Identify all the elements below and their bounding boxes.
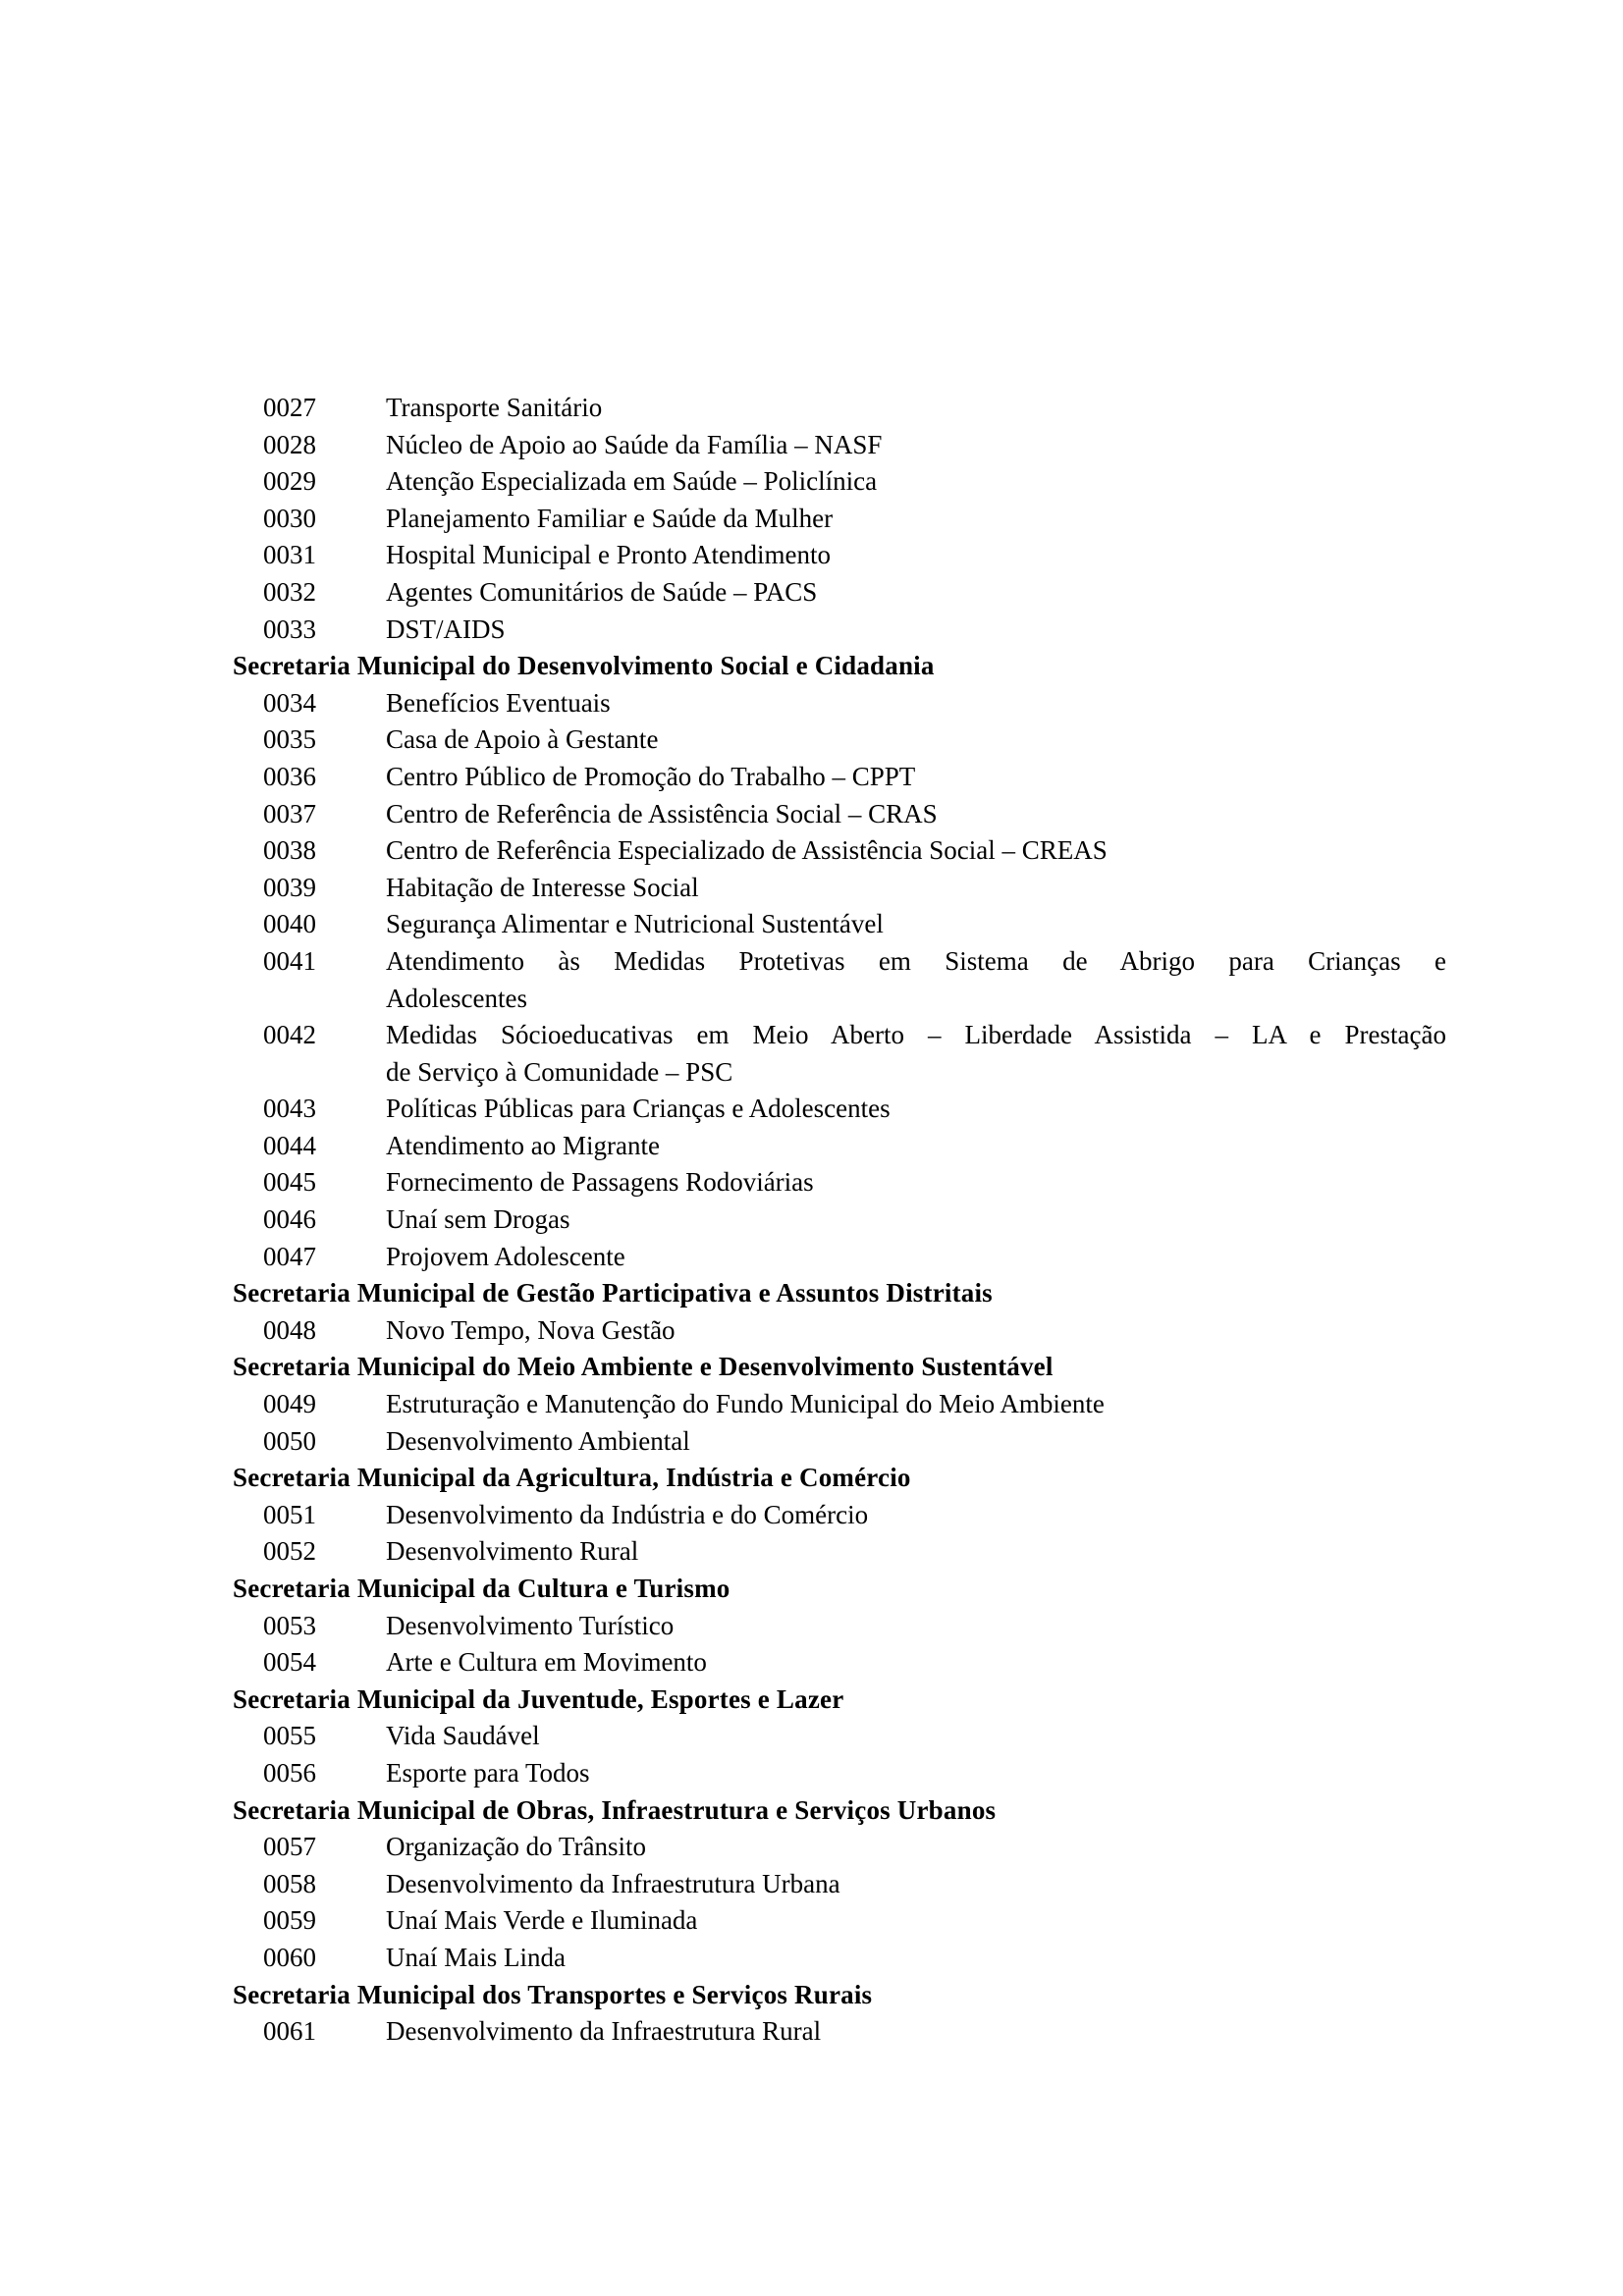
list-row-item: [233, 574, 1446, 612]
item-text: [386, 501, 1446, 538]
list-row-item: [233, 1164, 1446, 1201]
list-row-item: [233, 1423, 1446, 1461]
list-row-item: [233, 390, 1446, 427]
item-text-line1: Desenvolvimento Rural: [386, 1536, 639, 1567]
list-row-item: [233, 1312, 1446, 1350]
item-text: [386, 1940, 1446, 1977]
item-text-line1: Atenção Especializada em Saúde – Policlínica: [386, 466, 878, 497]
item-code: 0053: [263, 1610, 316, 1640]
list-row-item: [233, 906, 1446, 943]
item-text: [386, 1902, 1446, 1940]
item-text: [386, 1718, 1446, 1755]
item-text-line1: Políticas Públicas para Crianças e Adolescentes: [386, 1094, 891, 1124]
item-code: 0033: [263, 614, 316, 644]
item-text: [386, 1866, 1446, 1903]
list-row-item: [233, 1239, 1446, 1276]
item-text-line1: Centro de Referência Especializado de Assistência Social – CREAS: [386, 835, 1108, 866]
section-title: Secretaria Municipal do Desenvolvimento Social e Cidadania: [233, 651, 935, 681]
section-title: Secretaria Municipal de Obras, Infraestrutura e Serviços Urbanos: [233, 1794, 997, 1825]
item-text-line1: Projovem Adolescente: [386, 1241, 625, 1271]
item-text-line1: Desenvolvimento da Infraestrutura Urbana: [386, 1868, 840, 1898]
item-text-line2: de Serviço à Comunidade – PSC: [386, 1056, 733, 1087]
item-code: 0051: [263, 1499, 316, 1529]
item-code: 0041: [263, 945, 316, 976]
item-text: [386, 1533, 1446, 1571]
item-text-line1: Esporte para Todos: [386, 1757, 590, 1788]
item-code: 0042: [263, 1020, 316, 1050]
item-text: [386, 685, 1446, 722]
list-row-item: [233, 1497, 1446, 1534]
list-row-item: [233, 796, 1446, 833]
item-code: 0036: [263, 761, 316, 791]
list-row-item: [233, 1091, 1446, 1128]
item-code: 0057: [263, 1832, 316, 1862]
item-text: [386, 1829, 1446, 1866]
item-text-line1: Transporte Sanitário: [386, 393, 603, 422]
list-row-item: [233, 759, 1446, 796]
item-code: 0043: [263, 1094, 316, 1124]
list-row-item: [233, 1829, 1446, 1866]
item-text: [386, 906, 1446, 943]
item-text: [386, 943, 1446, 1017]
item-text-line1: DST/AIDS: [386, 614, 506, 644]
item-text-line1: Medidas Sócioeducativas em Meio Aberto – Liberdade Assistida – LA e Prestação: [386, 1020, 1446, 1050]
item-code: 0054: [263, 1647, 316, 1678]
item-text-line1: Hospital Municipal e Pronto Atendimento: [386, 540, 831, 570]
item-text-line1: Desenvolvimento Ambiental: [386, 1425, 690, 1456]
item-text: [386, 1017, 1446, 1091]
list-row-section: [233, 1460, 1446, 1497]
item-text: [386, 1755, 1446, 1792]
item-code: 0040: [263, 909, 316, 939]
item-text: [386, 537, 1446, 574]
section-title: Secretaria Municipal da Juventude, Esportes e Lazer: [233, 1683, 844, 1714]
item-text: [386, 574, 1446, 612]
item-code: 0028: [263, 429, 316, 459]
item-text: [386, 2013, 1446, 2051]
item-text-line1: Núcleo de Apoio ao Saúde da Família – NASF: [386, 429, 883, 459]
item-code: 0044: [263, 1130, 316, 1160]
section-title: Secretaria Municipal de Gestão Participativa e Assuntos Distritais: [233, 1278, 993, 1308]
list-row-item: [233, 501, 1446, 538]
item-text: [386, 796, 1446, 833]
item-text: [386, 463, 1446, 501]
item-text-line1: Atendimento às Medidas Protetivas em Sistema de Abrigo para Crianças e: [386, 945, 1446, 976]
item-code: 0058: [263, 1868, 316, 1898]
list-row-section: [233, 1682, 1446, 1719]
program-list: [233, 390, 1446, 2051]
list-row-item: [233, 1201, 1446, 1239]
item-text-line1: Arte e Cultura em Movimento: [386, 1647, 707, 1678]
item-text-line1: Desenvolvimento da Infraestrutura Rural: [386, 2016, 822, 2047]
list-row-item: [233, 685, 1446, 722]
item-text: [386, 1091, 1446, 1128]
item-code: 0061: [263, 2016, 316, 2047]
list-row-item: [233, 1608, 1446, 1645]
item-code: 0049: [263, 1389, 316, 1419]
item-code: 0059: [263, 1905, 316, 1936]
item-code: 0034: [263, 687, 316, 718]
item-text-line1: Unaí sem Drogas: [386, 1204, 570, 1235]
item-text: [386, 1128, 1446, 1165]
section-title: Secretaria Municipal do Meio Ambiente e Desenvolvimento Sustentável: [233, 1352, 1054, 1382]
item-text-line1: Vida Saudável: [386, 1721, 540, 1751]
item-code: 0047: [263, 1241, 316, 1271]
item-code: 0031: [263, 540, 316, 570]
item-text: [386, 721, 1446, 759]
list-row-section: [233, 1792, 1446, 1830]
item-text: [386, 1644, 1446, 1682]
list-row-section: [233, 1275, 1446, 1312]
item-code: 0032: [263, 576, 316, 607]
item-text: [386, 390, 1446, 427]
item-code: 0037: [263, 798, 316, 828]
item-code: 0027: [263, 393, 316, 422]
list-row-item: [233, 1902, 1446, 1940]
list-row-item: [233, 870, 1446, 907]
list-row-item: [233, 1017, 1446, 1091]
section-title: Secretaria Municipal da Agricultura, Indústria e Comércio: [233, 1463, 911, 1493]
list-row-item: [233, 2013, 1446, 2051]
item-code: 0038: [263, 835, 316, 866]
item-text: [386, 832, 1446, 870]
item-text-line1: Unaí Mais Linda: [386, 1942, 566, 1972]
item-code: 0039: [263, 872, 316, 902]
section-title: Secretaria Municipal dos Transportes e Serviços Rurais: [233, 1979, 873, 2009]
item-code: 0056: [263, 1757, 316, 1788]
item-text-line1: Habitação de Interesse Social: [386, 872, 699, 902]
list-row-item: [233, 832, 1446, 870]
list-row-item: [233, 1386, 1446, 1423]
item-code: 0050: [263, 1425, 316, 1456]
item-code: 0046: [263, 1204, 316, 1235]
item-text: [386, 427, 1446, 464]
item-text-line1: Casa de Apoio à Gestante: [386, 724, 659, 755]
item-text: [386, 1201, 1446, 1239]
item-text-line1: Planejamento Familiar e Saúde da Mulher: [386, 503, 834, 533]
list-row-item: [233, 612, 1446, 649]
list-row-section: [233, 1349, 1446, 1386]
item-text: [386, 1164, 1446, 1201]
list-row-item: [233, 1533, 1446, 1571]
item-text-line1: Estruturação e Manutenção do Fundo Municipal do Meio Ambiente: [386, 1389, 1105, 1419]
item-text-line1: Centro Público de Promoção do Trabalho – CPPT: [386, 761, 916, 791]
item-text-line2: Adolescentes: [386, 983, 527, 1013]
item-code: 0045: [263, 1167, 316, 1198]
item-text: [386, 1239, 1446, 1276]
item-text-line1: Centro de Referência de Assistência Social – CRAS: [386, 798, 938, 828]
list-row-section: [233, 1977, 1446, 2014]
item-text: [386, 612, 1446, 649]
item-text-line1: Novo Tempo, Nova Gestão: [386, 1314, 676, 1345]
list-row-item: [233, 943, 1446, 1017]
list-row-item: [233, 1940, 1446, 1977]
item-text: [386, 1312, 1446, 1350]
item-text-line1: Desenvolvimento Turístico: [386, 1610, 675, 1640]
item-text-line1: Atendimento ao Migrante: [386, 1130, 660, 1160]
item-text: [386, 1608, 1446, 1645]
item-text: [386, 759, 1446, 796]
item-code: 0055: [263, 1721, 316, 1751]
item-text-line1: Segurança Alimentar e Nutricional Sustentável: [386, 909, 884, 939]
list-row-item: [233, 1128, 1446, 1165]
item-text-line1: Fornecimento de Passagens Rodoviárias: [386, 1167, 814, 1198]
item-text-line1: Desenvolvimento da Indústria e do Comércio: [386, 1499, 869, 1529]
item-code: 0052: [263, 1536, 316, 1567]
section-title: Secretaria Municipal da Cultura e Turismo: [233, 1574, 730, 1603]
item-code: 0030: [263, 503, 316, 533]
item-text-line1: Agentes Comunitários de Saúde – PACS: [386, 576, 818, 607]
item-text: [386, 1423, 1446, 1461]
item-text-line1: Organização do Trânsito: [386, 1832, 646, 1862]
list-row-item: [233, 1644, 1446, 1682]
list-row-item: [233, 1755, 1446, 1792]
list-row-section: [233, 648, 1446, 685]
item-text: [386, 1386, 1446, 1423]
list-row-item: [233, 427, 1446, 464]
item-code: 0035: [263, 724, 316, 755]
item-text-line1: Benefícios Eventuais: [386, 687, 611, 718]
item-text: [386, 870, 1446, 907]
list-row-item: [233, 463, 1446, 501]
list-row-item: [233, 1718, 1446, 1755]
item-text: [386, 1497, 1446, 1534]
item-text-line1: Unaí Mais Verde e Iluminada: [386, 1905, 698, 1936]
item-code: 0048: [263, 1314, 316, 1345]
list-row-item: [233, 1866, 1446, 1903]
list-row-item: [233, 537, 1446, 574]
list-row-item: [233, 721, 1446, 759]
item-code: 0029: [263, 466, 316, 497]
item-code: 0060: [263, 1942, 316, 1972]
list-row-section: [233, 1571, 1446, 1608]
